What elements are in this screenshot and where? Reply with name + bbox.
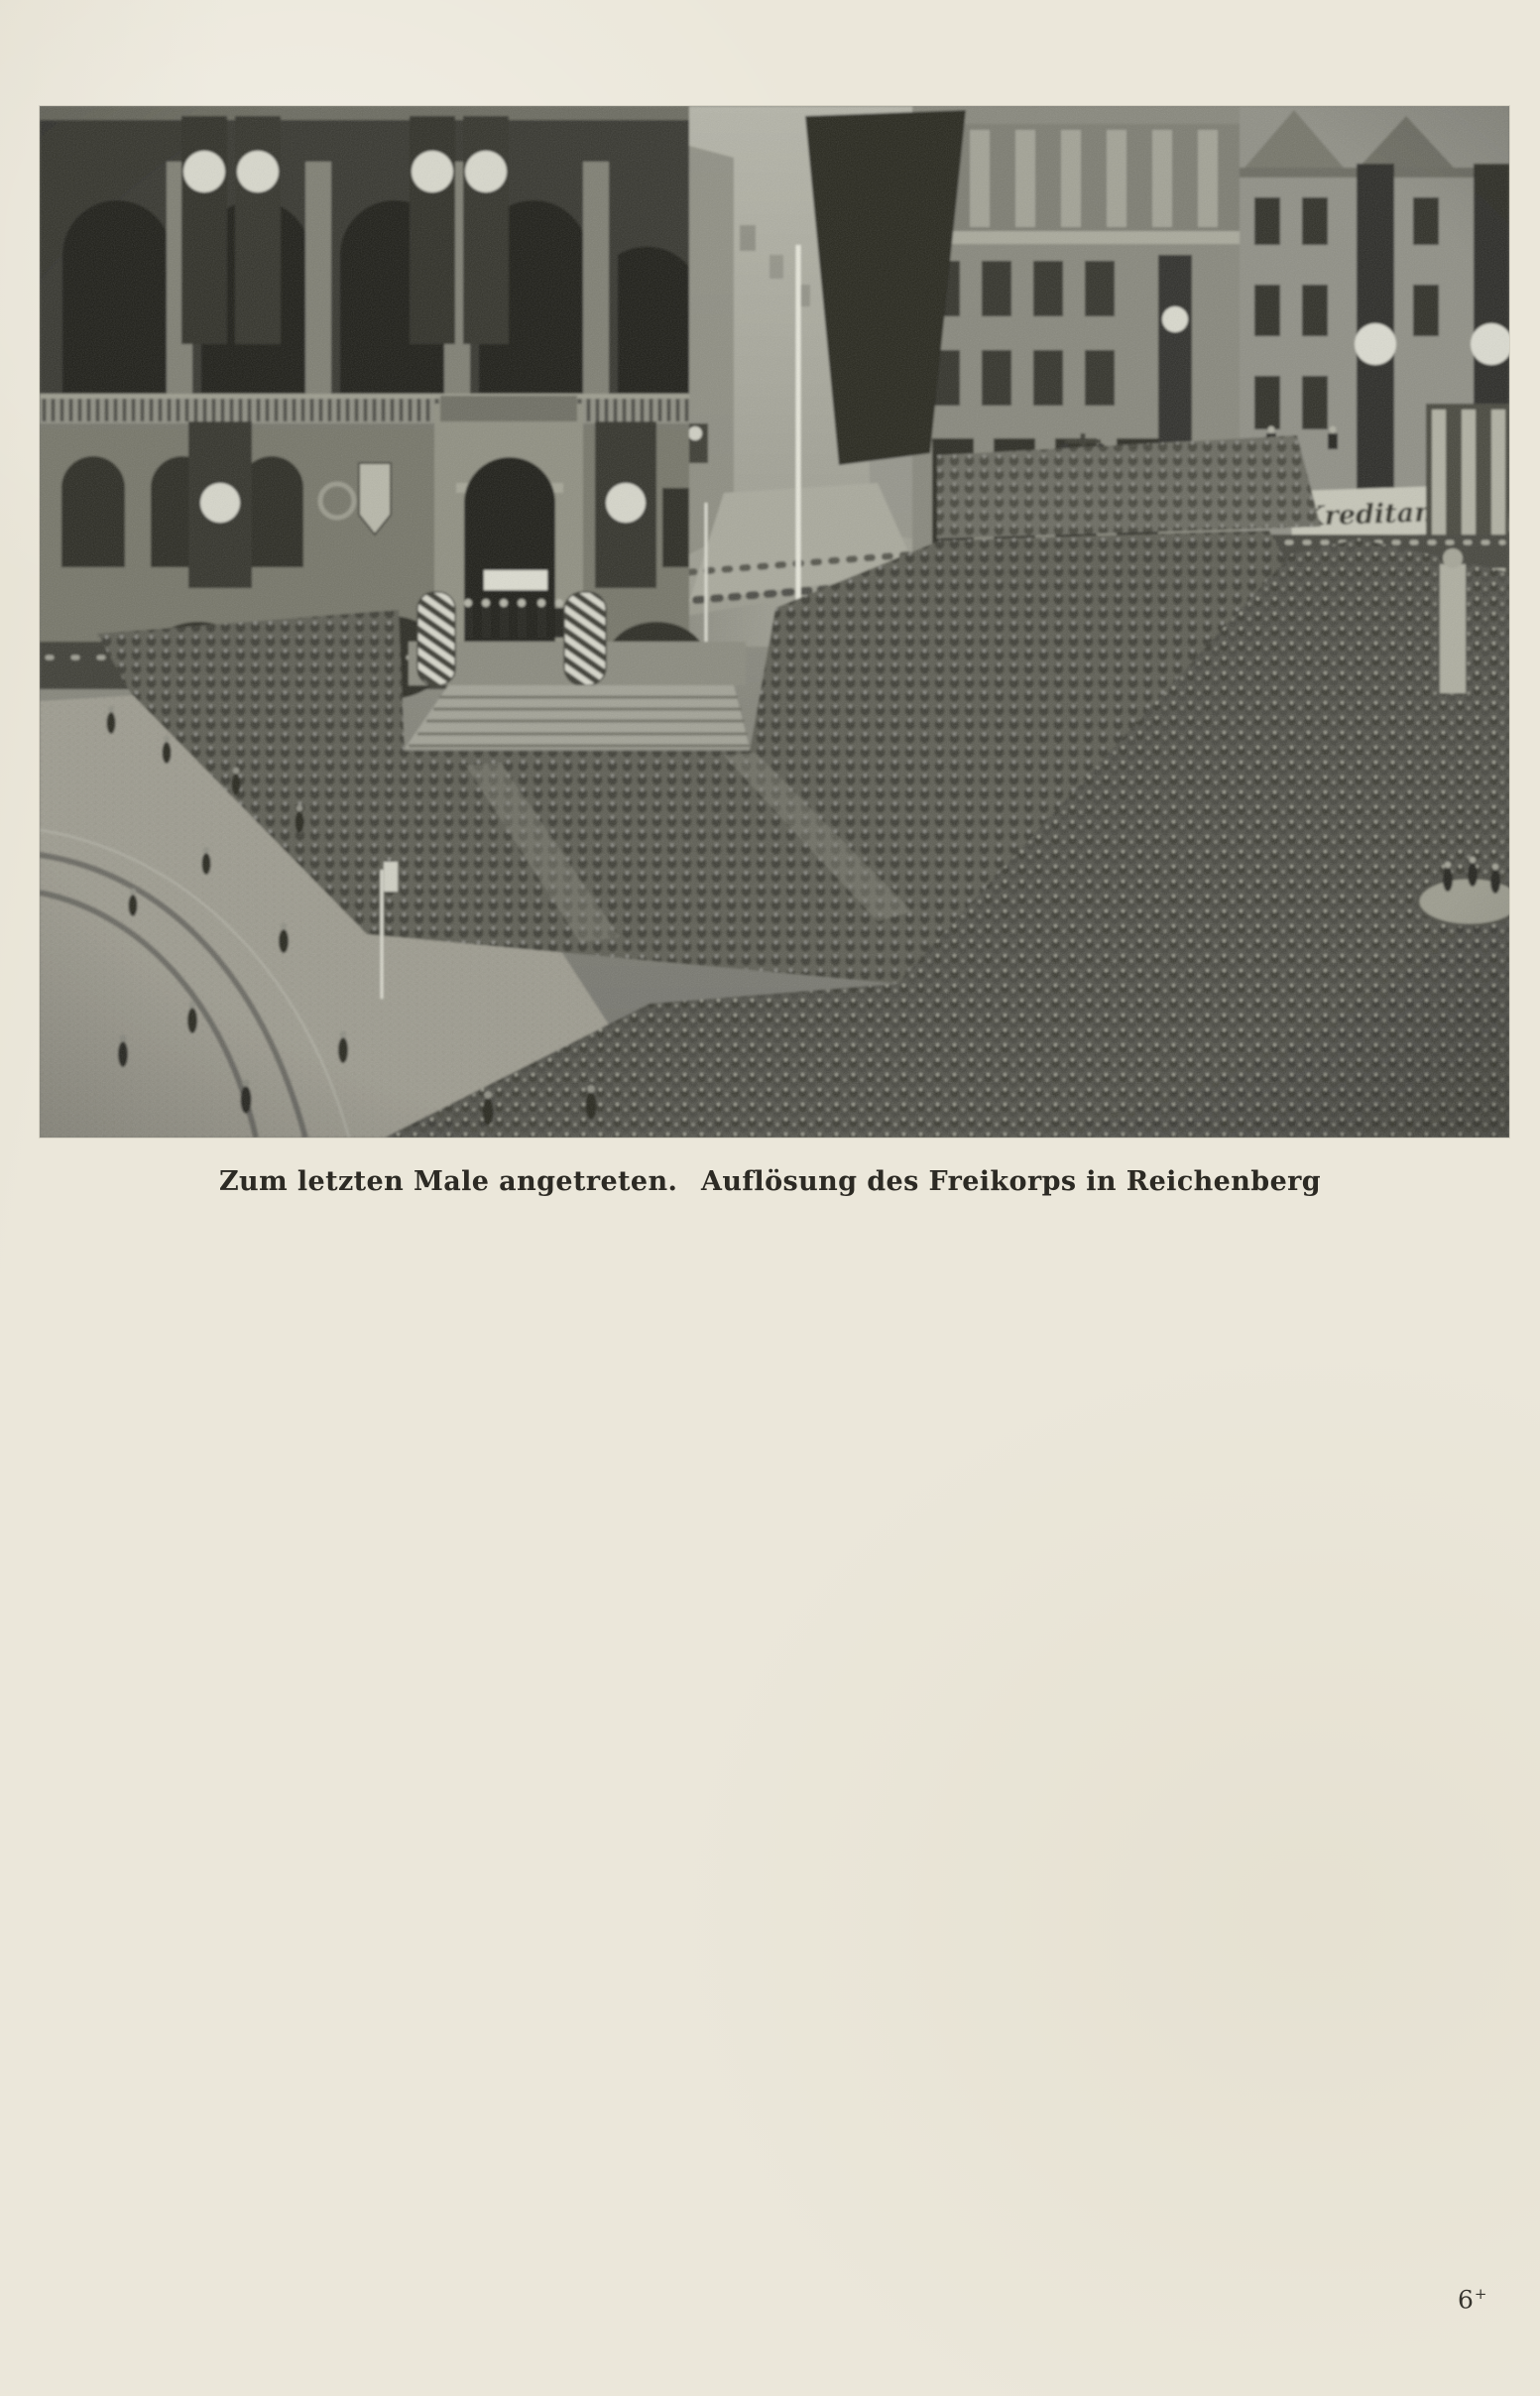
- page-number-value: 6: [1458, 2285, 1475, 2315]
- page-number-mark: +: [1474, 2285, 1488, 2303]
- film-grain: [40, 106, 1509, 1138]
- photo-illustration: [40, 106, 1509, 1138]
- page-number: [1458, 2285, 1487, 2314]
- photograph: [40, 106, 1509, 1138]
- photo-caption: Zum letzten Male angetreten. Auflösung des Freikorps in Reichenberg: [218, 1166, 1322, 1197]
